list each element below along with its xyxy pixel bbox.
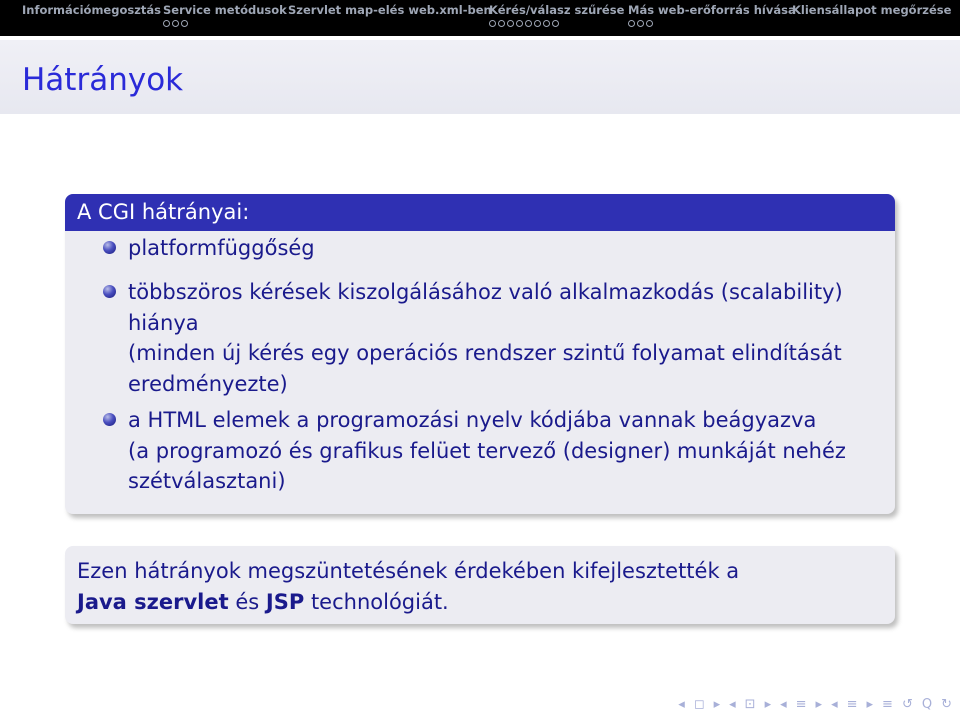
bullet-icon <box>103 241 116 254</box>
bullet-icon <box>103 413 116 426</box>
text-line: a HTML elemek a programozási nyelv kódjába vannak beágyazva <box>128 408 817 432</box>
nav-progress-dot[interactable] <box>628 20 635 27</box>
nav-progress-dot[interactable] <box>543 20 550 27</box>
nav-progress-dot[interactable] <box>498 20 505 27</box>
text-line: (minden új kérés egy operációs rendszer szintű folyamat elindítását <box>128 341 842 365</box>
block-title: A CGI hátrányai: <box>65 194 895 231</box>
frame-icon[interactable]: ⊡ <box>744 697 756 712</box>
summary-text <box>77 556 887 618</box>
nav-progress-dot[interactable] <box>646 20 653 27</box>
document-icon[interactable]: ≡ <box>882 697 893 712</box>
frame-title: Hátrányok <box>22 62 184 98</box>
slide-icon[interactable]: ◻ <box>693 697 705 712</box>
text-line: platformfüggőség <box>128 236 315 260</box>
nav-progress-dots <box>489 20 559 30</box>
nav-section-label: Más web-erőforrás hívása <box>628 3 796 17</box>
cgi-drawbacks-block <box>65 194 895 514</box>
list-item-text <box>128 233 888 264</box>
java-servlet-term: Java szervlet <box>77 590 229 614</box>
summary-conjunction: és <box>235 590 260 614</box>
text-line: szétválasztani) <box>128 469 286 493</box>
nav-section-label: Információmegosztás <box>22 3 161 17</box>
text-line: többszöros kérések kiszolgálásához való alkalmazkodás (scalability) <box>128 280 843 304</box>
next-frame-arrow-icon[interactable]: ▸ <box>764 697 772 712</box>
prev-slide-arrow-icon[interactable]: ◂ <box>678 697 685 712</box>
nav-progress-dot[interactable] <box>489 20 496 27</box>
nav-progress-dots <box>163 20 188 30</box>
forward-icon[interactable]: ↻ <box>941 697 952 712</box>
text-line: (a programozó és grafikus felüet tervező (designer) munkáját nehéz <box>128 438 846 463</box>
search-icon[interactable]: Q <box>921 697 933 712</box>
back-icon[interactable]: ↺ <box>901 697 913 712</box>
jsp-term: JSP <box>265 590 305 614</box>
nav-progress-dot[interactable] <box>534 20 541 27</box>
nav-progress-dots <box>628 20 653 30</box>
next-subsection-arrow-icon[interactable]: ▸ <box>815 697 823 712</box>
nav-section-label: Kliensállapot megőrzése <box>792 3 952 17</box>
nav-section-label: Szervlet map-elés web.xml-ben <box>288 3 492 17</box>
nav-progress-dot[interactable] <box>525 20 532 27</box>
nav-progress-dot[interactable] <box>516 20 523 27</box>
subsection-icon[interactable]: ≡ <box>795 697 807 712</box>
list-item-text <box>128 277 888 399</box>
prev-frame-arrow-icon[interactable]: ◂ <box>729 697 736 712</box>
prev-subsection-arrow-icon[interactable]: ◂ <box>780 697 787 712</box>
nav-progress-dot[interactable] <box>172 20 179 27</box>
nav-section-label: Kérés/válasz szűrése <box>489 3 625 17</box>
summary-line-1: Ezen hátrányok megszüntetésének érdekében kifejlesztették a <box>77 559 740 583</box>
nav-progress-dot[interactable] <box>163 20 170 27</box>
nav-section-label: Service metódusok <box>163 3 287 17</box>
section-navigation-bar <box>0 0 960 36</box>
beamer-navigation-symbols <box>678 696 952 714</box>
next-section-arrow-icon[interactable]: ▸ <box>866 697 874 712</box>
bullet-icon <box>103 285 116 298</box>
next-slide-arrow-icon[interactable]: ▸ <box>713 697 721 712</box>
nav-progress-dot[interactable] <box>637 20 644 27</box>
text-line: eredményezte) <box>128 371 288 396</box>
nav-progress-dot[interactable] <box>552 20 559 27</box>
text-line: hiánya <box>128 310 199 335</box>
prev-section-arrow-icon[interactable]: ◂ <box>831 697 838 712</box>
section-icon[interactable]: ≡ <box>846 697 858 712</box>
summary-block <box>65 546 895 624</box>
nav-progress-dot[interactable] <box>507 20 514 27</box>
summary-tail: technológiát. <box>310 590 449 614</box>
list-item-text <box>128 405 888 497</box>
nav-progress-dot[interactable] <box>181 20 188 27</box>
